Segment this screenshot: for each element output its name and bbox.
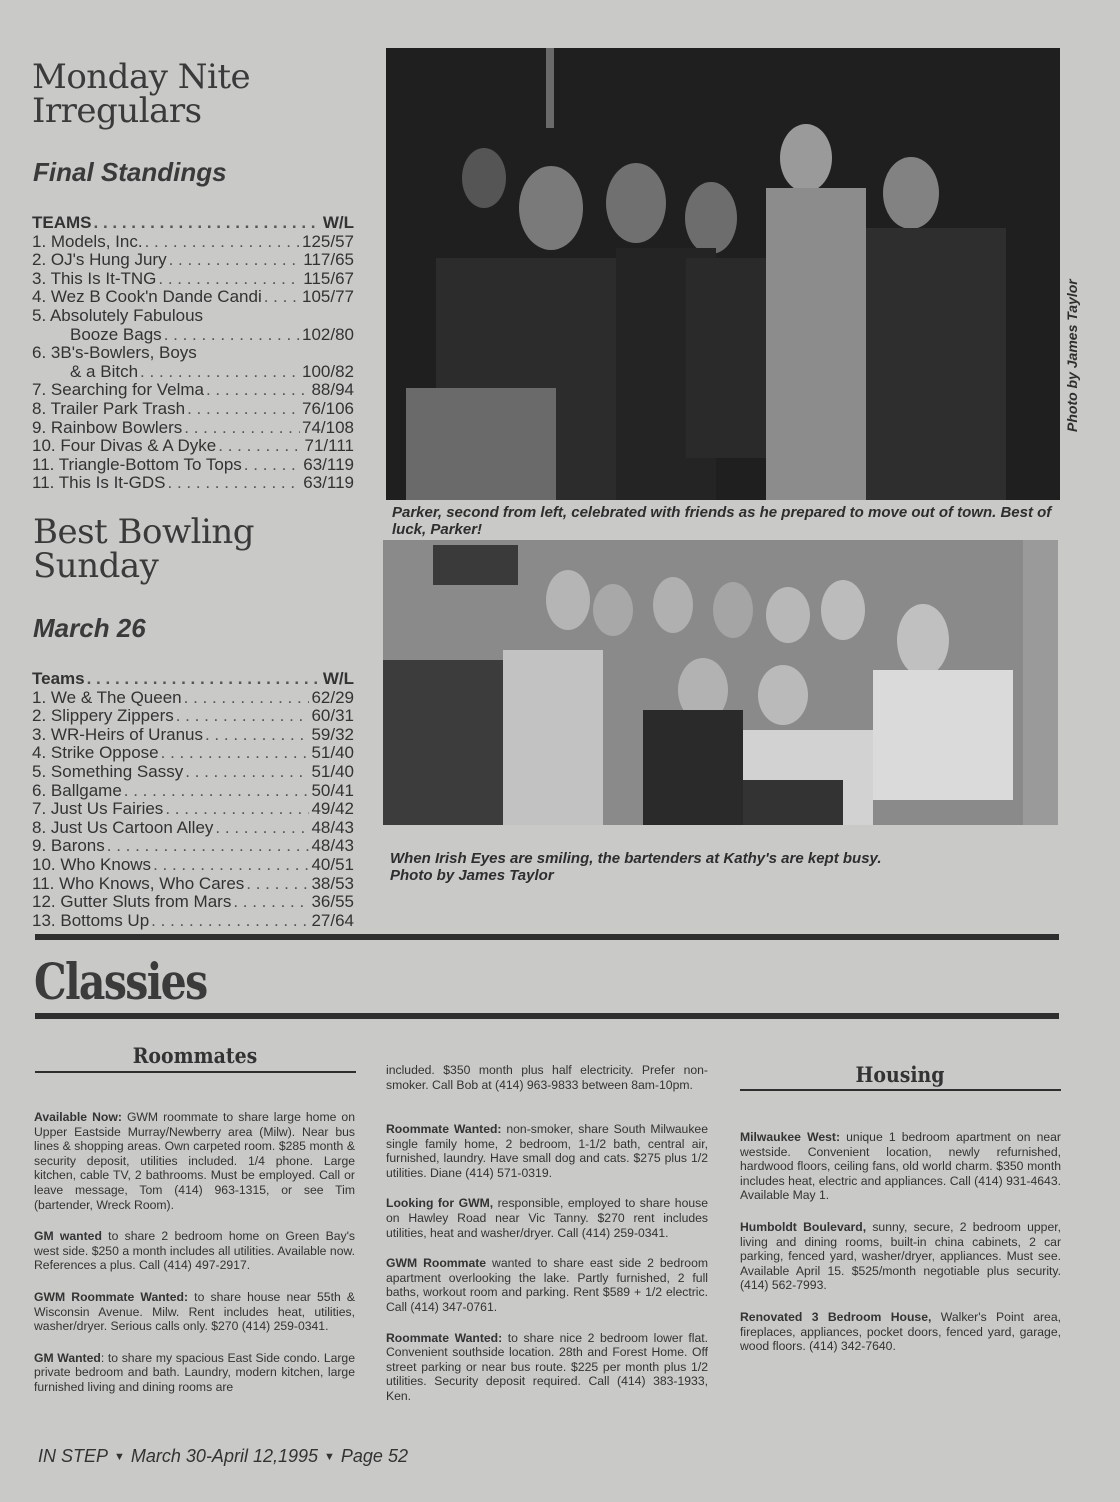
win-loss: 74/108 bbox=[302, 417, 354, 437]
ad-lead: GWM Roommate Wanted: bbox=[34, 1289, 189, 1304]
standings-row bbox=[32, 307, 354, 326]
monday-subtitle: Final Standings bbox=[33, 157, 227, 187]
team-name: 7. Searching for Velma bbox=[32, 380, 204, 400]
team-name: 10. Who Knows bbox=[32, 854, 152, 874]
classified-ad bbox=[386, 1256, 708, 1314]
team-name: 1. We & The Queen bbox=[32, 687, 182, 707]
ad-body: : to share my spacious East Side condo. Large private bedroom and bath. Laundry, modern kitchen, large furnished living and dining rooms are bbox=[34, 1350, 355, 1394]
roommates-rule bbox=[35, 1071, 356, 1073]
standings-row bbox=[32, 912, 354, 931]
win-loss: 51/40 bbox=[311, 743, 354, 763]
win-loss: 125/57 bbox=[302, 231, 354, 251]
photo-group-illustration bbox=[386, 48, 1060, 500]
win-loss: 102/80 bbox=[302, 324, 354, 344]
ad-lead: Milwaukee West: bbox=[740, 1130, 841, 1144]
win-loss: 38/53 bbox=[311, 873, 354, 893]
roommates-column-1 bbox=[34, 1110, 355, 1412]
header-teams: Teams bbox=[32, 669, 85, 688]
classified-ad bbox=[34, 1351, 355, 1395]
ad-lead: Renovated 3 Bedroom House, bbox=[740, 1309, 932, 1324]
team-name: 5. Something Sassy bbox=[32, 761, 184, 781]
standings-row bbox=[32, 270, 354, 289]
team-name: 5. Absolutely Fabulous bbox=[32, 305, 204, 325]
team-name: 8. Just Us Cartoon Alley bbox=[32, 817, 214, 837]
win-loss: 115/67 bbox=[303, 268, 354, 288]
standings-row bbox=[32, 856, 354, 875]
photo-crowd-illustration bbox=[383, 540, 1058, 825]
ad-body: sunny, secure, 2 bedroom upper, living and dining rooms, built-in china cabinets, 2 car parking, fenced yard, washer/dryer, appliances. Must see. Available April 15. $525/month negotiable plus security. (414) 562-7993. bbox=[740, 1219, 1062, 1293]
classified-ad bbox=[740, 1130, 1061, 1203]
standings-row bbox=[32, 456, 354, 475]
classified-ad bbox=[34, 1290, 355, 1334]
team-name: 7. Just Us Fairies bbox=[32, 799, 164, 819]
ad-body: GWM roommate to share large home on Upper Eastside Murray/Newberry area (Milw). Near bus lines & shopping areas. Own carpeted room. $285 month & security deposit, utilities included. 1/4 phone. Large kitchen, cable TV, 2 bathrooms. Must be employed. Call or leave message, Tom (414) 963-1315, or see Tim (bartender, Wreck Room). bbox=[34, 1110, 355, 1212]
standings-row bbox=[32, 400, 354, 419]
footer-page-number: Page 52 bbox=[340, 1446, 408, 1466]
win-loss: 51/40 bbox=[311, 761, 354, 781]
ad-lead: Humboldt Boulevard, bbox=[740, 1219, 867, 1234]
standings-header bbox=[32, 670, 354, 689]
ad-body: to share house near 55th & Wisconsin Avenue. Milw. Rent includes heat, utilities, washer/dryer. Serious calls only. $270 (414) 259-0341. bbox=[34, 1289, 356, 1334]
ad-lead: GM wanted bbox=[34, 1229, 102, 1244]
party-photo-parker bbox=[386, 48, 1060, 500]
team-name: 1. Models, Inc. bbox=[32, 231, 143, 251]
ad-lead: GWM Roommate bbox=[386, 1256, 487, 1271]
triangle-icon: ▼ bbox=[114, 1451, 125, 1463]
team-name: 9. Rainbow Bowlers bbox=[32, 417, 183, 437]
ad-continued: included. $350 month plus half electricity. Prefer non-smoker. Call Bob at (414) 963-9833 between 8am-10pm. bbox=[386, 1063, 708, 1092]
team-name: 3. WR-Heirs of Uranus bbox=[32, 724, 203, 744]
monday-title bbox=[32, 57, 251, 131]
team-name: 11. Who Knows, Who Cares bbox=[32, 873, 245, 893]
bottom-photo-caption bbox=[390, 850, 1050, 884]
standings-row bbox=[32, 288, 354, 307]
win-loss: 71/111 bbox=[304, 436, 354, 456]
bar-photo-kathys bbox=[383, 540, 1058, 825]
win-loss: 48/43 bbox=[311, 836, 354, 856]
sunday-subtitle: March 26 bbox=[33, 613, 146, 643]
header-teams: TEAMS bbox=[32, 213, 92, 232]
classified-ad bbox=[386, 1122, 708, 1180]
sunday-title-line2: Sunday bbox=[33, 546, 159, 586]
classified-ad bbox=[740, 1220, 1061, 1293]
standings-row-continued bbox=[32, 363, 354, 382]
win-loss: 63/119 bbox=[303, 473, 354, 493]
ad-body: wanted to share east side 2 bedroom apartment overlooking the lake. Partly furnished, 2 full baths, workout room and parking. Rent $589 + 1/2 electric. Call (414) 347-0761. bbox=[386, 1256, 708, 1314]
team-name: 6. 3B's-Bowlers, Boys bbox=[32, 343, 197, 363]
monday-title-line1: Monday Nite bbox=[32, 57, 251, 97]
standings-header bbox=[32, 214, 354, 233]
footer-publication: IN STEP bbox=[38, 1446, 109, 1466]
win-loss: 62/29 bbox=[311, 687, 354, 707]
win-loss: 63/119 bbox=[303, 454, 354, 474]
ad-lead: Roommate Wanted: bbox=[386, 1122, 502, 1136]
win-loss: 60/31 bbox=[311, 706, 354, 726]
win-loss: 50/41 bbox=[311, 780, 354, 800]
monday-standings-table bbox=[32, 214, 354, 493]
standings-row bbox=[32, 763, 354, 782]
ad-lead: GM Wanted bbox=[34, 1350, 101, 1365]
team-name: 2. Slippery Zippers bbox=[32, 706, 174, 726]
team-name: 4. Wez B Cook'n Dande Candi bbox=[32, 287, 262, 307]
standings-row bbox=[32, 251, 354, 270]
sunday-standings-table bbox=[32, 670, 354, 930]
team-name: 10. Four Divas & A Dyke bbox=[32, 436, 217, 456]
classies-title: Classies bbox=[34, 952, 207, 1011]
standings-row bbox=[32, 233, 354, 252]
standings-row bbox=[32, 875, 354, 894]
bottom-caption-line1: When Irish Eyes are smiling, the bartenders at Kathy's are kept busy. bbox=[390, 850, 882, 867]
ad-body: responsible, employed to share house on Hawley Road near Vic Tanny. $270 rent includes utilities, heat and washer/dryer. Call (414) 259-0341. bbox=[386, 1196, 708, 1240]
triangle-icon: ▼ bbox=[324, 1451, 335, 1463]
win-loss: 27/64 bbox=[311, 910, 354, 930]
ad-body: non-smoker, share South Milwaukee single family home, 2 bedroom, 1-1/2 bath, central air, furnished, laundry. Have small dog and cats. $275 plus 1/2 utilities. Diane (414) 571-0319. bbox=[386, 1122, 708, 1180]
standings-row bbox=[32, 800, 354, 819]
standings-row bbox=[32, 837, 354, 856]
sunday-title-line1: Best Bowling bbox=[33, 512, 254, 552]
sunday-title bbox=[33, 512, 254, 586]
classified-ad bbox=[34, 1110, 355, 1212]
ad-lead: Looking for GWM, bbox=[386, 1196, 494, 1211]
standings-row bbox=[32, 782, 354, 801]
housing-title: Housing bbox=[855, 1062, 945, 1087]
team-name: 12. Gutter Sluts from Mars bbox=[32, 892, 232, 912]
win-loss: 40/51 bbox=[311, 854, 354, 874]
housing-rule bbox=[740, 1089, 1061, 1091]
standings-row bbox=[32, 819, 354, 838]
win-loss: 76/106 bbox=[302, 398, 354, 418]
team-name: 13. Bottoms Up bbox=[32, 910, 150, 930]
ad-lead: Available Now: bbox=[34, 1110, 122, 1124]
team-name: 6. Ballgame bbox=[32, 780, 122, 800]
standings-row-continued bbox=[32, 326, 354, 345]
standings-row bbox=[32, 893, 354, 912]
team-name: 8. Trailer Park Trash bbox=[32, 398, 186, 418]
ad-body: to share nice 2 bedroom lower flat. Convenient southside location. 28th and Forest Home. Off street parking or near bus route. $225 per month plus 1/2 utilities. Security deposit required. Call (414) 383-1933, Ken. bbox=[386, 1330, 708, 1403]
divider-top bbox=[35, 934, 1059, 940]
team-name: 4. Strike Oppose bbox=[32, 743, 159, 763]
team-name-continued: & a Bitch bbox=[70, 361, 139, 381]
roommates-title: Roommates bbox=[132, 1043, 258, 1068]
ad-body: to share 2 bedroom home on Green Bay's west side. $250 a month includes all utilities. Available now. References a plus. Call (414) 497-2917. bbox=[34, 1229, 355, 1273]
team-name: 9. Barons bbox=[32, 836, 105, 856]
standings-row bbox=[32, 689, 354, 708]
win-loss: 100/82 bbox=[302, 361, 354, 381]
win-loss: 105/77 bbox=[302, 287, 354, 307]
header-wl: W/L bbox=[322, 669, 354, 688]
win-loss: 36/55 bbox=[311, 892, 354, 912]
team-name-continued: Booze Bags bbox=[70, 324, 162, 344]
housing-column bbox=[740, 1130, 1061, 1371]
classified-ad bbox=[386, 1331, 708, 1404]
header-wl: W/L bbox=[322, 213, 354, 232]
bottom-caption-credit: Photo by James Taylor bbox=[390, 867, 554, 884]
standings-row bbox=[32, 437, 354, 456]
classified-ad bbox=[386, 1196, 708, 1240]
top-photo-caption: Parker, second from left, celebrated with friends as he prepared to move out of town. Best of luck, Parker! bbox=[392, 504, 1052, 538]
standings-row bbox=[32, 726, 354, 745]
team-name: 3. This Is It-TNG bbox=[32, 268, 157, 288]
standings-row bbox=[32, 474, 354, 493]
standings-row bbox=[32, 419, 354, 438]
standings-row bbox=[32, 707, 354, 726]
win-loss: 59/32 bbox=[311, 724, 354, 744]
team-name: 11. Triangle-Bottom To Tops bbox=[32, 454, 242, 474]
standings-row bbox=[32, 381, 354, 400]
win-loss: 88/94 bbox=[311, 380, 354, 400]
classified-ad bbox=[740, 1310, 1061, 1354]
footer-dates: March 30-April 12,1995 bbox=[130, 1446, 319, 1466]
monday-title-line2: Irregulars bbox=[32, 91, 202, 131]
team-name: 2. OJ's Hung Jury bbox=[32, 250, 167, 270]
ad-body: unique 1 bedroom apartment on near westside. Convenient location, newly refurnished, hardwood floors, ceiling fans, old world charm. $350 month includes heat, electric and appliances. Call (414) 931-4643. Available May 1. bbox=[740, 1130, 1061, 1203]
photo-credit-vertical: Photo by James Taylor bbox=[1064, 279, 1080, 432]
ad-body: Walker's Point area, fireplaces, appliances, pocket doors, fenced yard, garage, wood floors. (414) 342-7640. bbox=[740, 1309, 1062, 1354]
win-loss: 117/65 bbox=[303, 250, 354, 270]
divider-bottom bbox=[35, 1013, 1059, 1019]
ad-lead: Roommate Wanted: bbox=[386, 1330, 503, 1345]
standings-row bbox=[32, 744, 354, 763]
roommates-column-2 bbox=[386, 1122, 708, 1420]
standings-row bbox=[32, 344, 354, 363]
win-loss: 49/42 bbox=[311, 799, 354, 819]
win-loss: 48/43 bbox=[311, 817, 354, 837]
classified-ad bbox=[34, 1229, 355, 1273]
team-name: 11. This Is It-GDS bbox=[32, 473, 166, 493]
page-footer bbox=[38, 1446, 408, 1467]
